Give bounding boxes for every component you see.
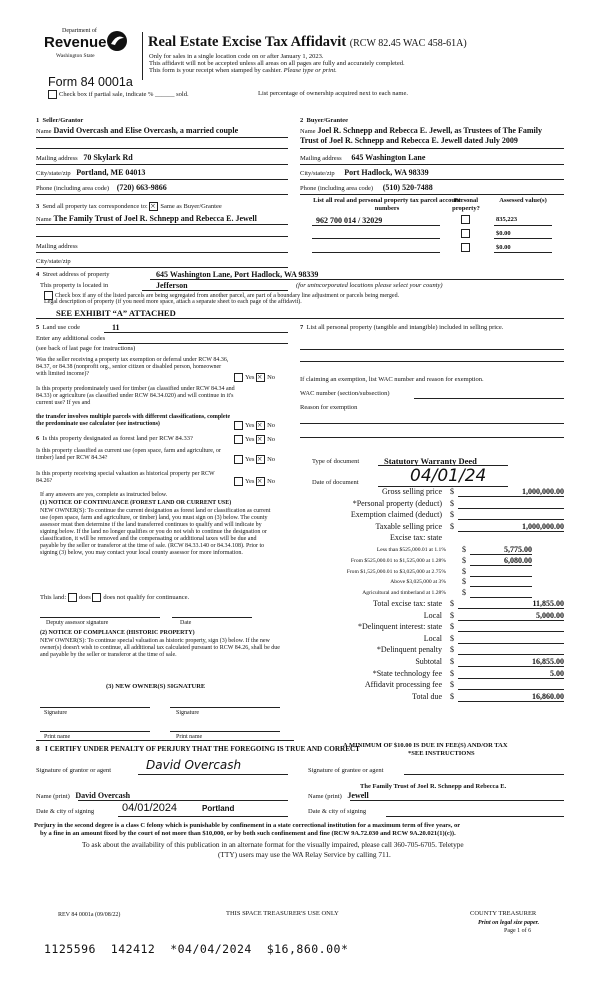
seller-phone-value[interactable]: (720) 663-9866 bbox=[116, 183, 167, 192]
this-land-row bbox=[40, 593, 189, 602]
seller-city-label: City/state/zip bbox=[36, 170, 71, 177]
calc-dollar-sign: $ bbox=[450, 680, 454, 690]
grantee-name-line2[interactable]: Jewell bbox=[347, 791, 369, 800]
grantee-date-line bbox=[386, 816, 564, 817]
calc-total-row bbox=[300, 692, 564, 702]
calc-value-line bbox=[458, 643, 564, 644]
forest-q1-no: No bbox=[267, 435, 276, 443]
buyer-mailing-line bbox=[300, 164, 564, 165]
calc-label: Excise tax: state bbox=[390, 533, 442, 543]
notice1-body: NEW OWNER(S): To continue the current designation as forest land or classification as current use (open space, farm and agriculture, or timber) land, you must sign on (3) below. The county assessor must then determine if the land transferred continues to qualify and will indicate by signing below. If the land no longer qualifies or you do not wish to continue the designation or classification, it will be removed and the compensating or additional taxes will be due and payable by the seller or transferor at the time of sale. (RCW 84.33.140 or 84.34.108). Prior to signing (3) below, you may contact your local county assessor for more information. bbox=[40, 508, 271, 556]
buyer-name-underline bbox=[300, 148, 564, 149]
header-sub1: Only for sales in a single location code on or after January 1, 2023. bbox=[149, 53, 324, 60]
calc-dollar-sign: $ bbox=[450, 691, 454, 701]
calc-dollar-sign: $ bbox=[462, 555, 466, 565]
buyer-name-label: Name bbox=[300, 128, 316, 135]
calc-value-line bbox=[458, 531, 564, 532]
calc-label: Total excise tax: state bbox=[373, 599, 442, 608]
seller-number: 1 bbox=[36, 117, 40, 124]
tax-corr-same-label: Same as Buyer/Grantee bbox=[160, 202, 222, 210]
owner-sig-line-2 bbox=[170, 707, 280, 708]
calc-tier-row bbox=[300, 577, 564, 587]
exemption-note: If claiming an exemption, list WAC number and reason for exemption. bbox=[300, 376, 484, 383]
doc-type-label: Type of document bbox=[312, 458, 360, 465]
grantor-city-value[interactable]: Portland bbox=[202, 804, 235, 813]
calc-row bbox=[300, 533, 564, 543]
calc-tier-row bbox=[300, 567, 564, 577]
page-number: Page 1 of 6 bbox=[504, 928, 532, 934]
land-use-q1-yes-checkbox[interactable] bbox=[234, 373, 243, 382]
owner-print-label-1: Print name bbox=[44, 734, 71, 740]
calc-total-row bbox=[300, 599, 564, 609]
calc-dollar-sign: $ bbox=[462, 588, 466, 598]
tax-corr-name-line2 bbox=[36, 236, 288, 237]
calc-value[interactable]: 16,860.00 bbox=[532, 691, 564, 701]
exhibit-text: SEE EXHIBIT “A” ATTACHED bbox=[56, 308, 176, 318]
calc-dollar-sign: $ bbox=[462, 566, 466, 576]
calc-value-line bbox=[458, 496, 564, 497]
buyer-heading bbox=[300, 117, 348, 125]
calc-value-line bbox=[458, 519, 564, 520]
forest-if-any: If any answers are yes, complete as instructed below. bbox=[40, 492, 168, 498]
perjury-line-2: by a fine in an amount fixed by the court of not more than $10,000, or by both such confinement and fine (RCW 9A.72.030 and RCW 9A.20.021(1)(c)). bbox=[40, 830, 456, 837]
buyer-city-row bbox=[300, 169, 429, 178]
legal-paper-note: Print on legal size paper. bbox=[478, 920, 540, 926]
forest-q1: Is this property designated as forest land per RCW 84.33? bbox=[42, 435, 193, 442]
treasurer-stamp: 1125596 142412 *04/04/2024 $16,860.00* bbox=[44, 942, 349, 956]
calc-value-line bbox=[458, 666, 564, 667]
parcel-personal-checkbox-2[interactable] bbox=[461, 229, 470, 238]
forest-q3-no-checkbox[interactable] bbox=[256, 477, 265, 486]
does-checkbox[interactable] bbox=[68, 593, 77, 602]
reason-line-2 bbox=[300, 437, 564, 438]
parcel-value-3[interactable]: $0.00 bbox=[496, 244, 511, 251]
parcel-value-1[interactable]: 835,223 bbox=[496, 216, 518, 223]
certify-text: I CERTIFY UNDER PENALTY OF PERJURY THAT THE FOREGOING IS TRUE AND CORRECT bbox=[44, 745, 360, 753]
forest-q3-yes-checkbox[interactable] bbox=[234, 477, 243, 486]
calc-total-row bbox=[300, 634, 564, 644]
calc-dollar-sign: $ bbox=[450, 498, 454, 508]
perjury-line-1: Perjury in the second degree is a class C felony which is punishable by confinement in a state correctional institution for a maximum term of five years, or bbox=[34, 822, 461, 829]
grantor-sig-label: Signature of grantor or agent bbox=[36, 767, 112, 774]
partial-sale-row: Check box if partial sale, indicate % ______ sold. bbox=[48, 90, 189, 99]
header-sub2: This affidavit will not be accepted unless all areas on all pages are fully and accurately completed. bbox=[149, 60, 405, 67]
calc-label: Less than $525,000.01 at 1.1% bbox=[376, 547, 446, 553]
buyer-number: 2 bbox=[300, 117, 304, 124]
calc-tier-row bbox=[300, 545, 564, 555]
notice2-body: NEW OWNER(S): To continue special valuation as historic property, sign (3) below. If the new owner(s) doesn't wish to continue, all additional tax calculated pursuant to RCW 84.26, shall be due and payable by the seller or transferor at the time of sale. bbox=[40, 638, 280, 658]
located-label: This property is located in bbox=[40, 282, 109, 289]
parcel-header-personal: Personal property? bbox=[452, 197, 480, 212]
additional-codes-line bbox=[118, 343, 288, 344]
tax-corr-row bbox=[36, 202, 222, 211]
calc-value[interactable]: 5.00 bbox=[550, 668, 564, 678]
buyer-mailing-row bbox=[300, 154, 425, 163]
this-land-label: This land: bbox=[40, 593, 67, 601]
minimum-note: A MINIMUM OF $10.00 IS DUE IN FEE(S) AND/OR TAX bbox=[343, 742, 508, 749]
calc-dollar-sign: $ bbox=[450, 633, 454, 643]
forest-q2-no-checkbox[interactable] bbox=[256, 455, 265, 464]
access-line-1: To ask about the availability of this publication in an alternate format for the visually impaired, please call 360-705-6705. Teletype bbox=[82, 840, 464, 849]
forest-q2-yes: Yes bbox=[245, 455, 255, 463]
forest-q2-yes-checkbox[interactable] bbox=[234, 455, 243, 464]
notice1-title: (1) NOTICE OF CONTINUANCE (FOREST LAND OR CURRENT USE) bbox=[40, 500, 232, 506]
forest-q1-no-checkbox[interactable] bbox=[256, 435, 265, 444]
tax-corr-name-value[interactable]: The Family Trust of Joel R. Schnepp and Rebecca E. Jewell bbox=[53, 214, 257, 223]
tax-corr-city-label: City/state/zip bbox=[36, 258, 71, 265]
calc-label: Local bbox=[423, 633, 442, 643]
buyer-city-line bbox=[300, 179, 564, 180]
parcel-line-2 bbox=[312, 238, 440, 239]
calc-value[interactable]: 5,775.00 bbox=[504, 545, 532, 554]
calc-label: Exemption claimed (deduct) bbox=[350, 510, 442, 520]
buyer-heading-text: Buyer/Grantee bbox=[306, 117, 349, 124]
forest-q1-yes: Yes bbox=[245, 435, 255, 443]
parcel-personal-checkbox-3[interactable] bbox=[461, 243, 470, 252]
forest-q1-answers bbox=[234, 435, 275, 444]
land-use-q2-yes: Yes bbox=[245, 421, 255, 429]
wac-line bbox=[414, 398, 564, 399]
logo-revenue-word: Revenue bbox=[44, 34, 107, 51]
tax-corr-name-line bbox=[36, 224, 288, 225]
calc-row bbox=[300, 499, 564, 509]
calc-value-line bbox=[458, 689, 564, 690]
forest-q2-answers bbox=[234, 455, 275, 464]
personal-line-2 bbox=[300, 361, 564, 362]
seller-phone-label: Phone (including area code) bbox=[36, 185, 110, 192]
calc-total-row bbox=[300, 657, 564, 667]
section8-top-rule bbox=[36, 740, 294, 741]
tax-corr-label: Send all property tax correspondence to: bbox=[42, 202, 148, 210]
calc-label: *Personal property (deduct) bbox=[352, 498, 442, 508]
calc-dollar-sign: $ bbox=[462, 545, 466, 554]
owner-print-line-1 bbox=[40, 731, 150, 732]
seller-heading-text: Seller/Grantor bbox=[42, 117, 84, 124]
street-number: 4 bbox=[36, 271, 40, 278]
form-title-text: Real Estate Excise Tax Affidavit bbox=[148, 34, 347, 50]
located-value[interactable]: Jefferson bbox=[156, 281, 188, 290]
tax-corr-number: 3 bbox=[36, 202, 40, 210]
calc-dollar-sign: $ bbox=[450, 521, 454, 531]
does-not-label: does not qualify for continuance. bbox=[103, 593, 190, 601]
parcel-value-line-2 bbox=[494, 238, 552, 239]
land-use-code[interactable]: 11 bbox=[112, 323, 120, 332]
calc-label: Total due bbox=[412, 691, 442, 701]
seller-mailing-row bbox=[36, 154, 133, 163]
calc-dollar-sign: $ bbox=[462, 577, 466, 587]
seller-mailing-label: Mailing address bbox=[36, 155, 78, 162]
doc-date-label: Date of document bbox=[312, 479, 359, 486]
calc-label: *State technology fee bbox=[372, 668, 442, 678]
street-address-line bbox=[150, 279, 564, 280]
calc-label: Local bbox=[423, 610, 442, 620]
ownership-note: List percentage of ownership acquired next to each name. bbox=[258, 90, 408, 97]
land-use-line bbox=[104, 332, 288, 333]
calc-dollar-sign: $ bbox=[450, 610, 454, 620]
forest-q2-no: No bbox=[267, 455, 276, 463]
parcel-value-2[interactable]: $0.00 bbox=[496, 230, 511, 237]
seller-city-line bbox=[36, 179, 288, 180]
legal-note: Legal description of property (if you need more space, attach a separate sheet to each page of the affidavit). bbox=[44, 299, 302, 305]
deputy-date-label: Date bbox=[180, 620, 192, 626]
grantor-date-value[interactable]: 04/01/2024 bbox=[122, 802, 178, 814]
calc-value-line bbox=[458, 631, 564, 632]
forest-q1-row bbox=[36, 435, 193, 443]
certify-number: 8 bbox=[36, 745, 40, 753]
calc-value[interactable]: 16,855.00 bbox=[532, 657, 564, 666]
calc-value-line bbox=[458, 620, 564, 621]
seller-name-label: Name bbox=[36, 128, 52, 135]
calc-label: Above $3,025,000 at 3% bbox=[390, 579, 446, 586]
deputy-sig-label: Deputy assessor signature bbox=[46, 620, 109, 626]
forest-q3: Is this property receiving special valuation as historical property per RCW 84.26? bbox=[36, 471, 215, 484]
forest-number: 6 bbox=[36, 435, 40, 442]
land-use-q2-no-checkbox[interactable] bbox=[256, 421, 265, 430]
seller-heading bbox=[36, 117, 83, 125]
calc-value-line bbox=[458, 678, 564, 679]
grantee-name-line1[interactable]: The Family Trust of Joel R. Schnepp and Rebecca E. bbox=[360, 783, 507, 790]
calc-total-row bbox=[300, 645, 564, 655]
calc-dollar-sign: $ bbox=[450, 487, 454, 496]
access-line-2: (TTY) users may use the WA Relay Service by calling 711. bbox=[218, 850, 391, 859]
notice2-title: (2) NOTICE OF COMPLIANCE (HISTORIC PROPERTY) bbox=[40, 630, 195, 636]
grantee-sig-label: Signature of grantee or agent bbox=[308, 767, 384, 774]
form-number: Form 84 0001a bbox=[48, 75, 133, 89]
doc-date-handwritten[interactable]: 04/01/24 bbox=[410, 466, 487, 486]
calc-dollar-sign: $ bbox=[450, 599, 454, 608]
see-back-note: (see back of last page for instructions) bbox=[36, 345, 136, 352]
seller-city-value[interactable]: Portland, ME 04013 bbox=[76, 168, 146, 177]
forest-q1-yes-checkbox[interactable] bbox=[234, 435, 243, 444]
calc-dollar-sign: $ bbox=[450, 668, 454, 678]
grantor-name-value[interactable]: David Overcash bbox=[75, 791, 131, 800]
tax-corr-same-checkbox[interactable] bbox=[149, 202, 158, 211]
calc-label: *Delinquent interest: state bbox=[358, 622, 442, 632]
tax-corr-name-row bbox=[36, 214, 257, 224]
buyer-phone-label: Phone (including area code) bbox=[300, 185, 374, 192]
header-sub3-text: This form is your receipt when stamped by cashier. bbox=[149, 67, 283, 74]
parcel-value-line-1 bbox=[494, 225, 552, 226]
calc-value[interactable]: 6,080.00 bbox=[504, 555, 532, 565]
calc-value-line bbox=[458, 608, 564, 609]
legal-line-1 bbox=[36, 318, 564, 319]
calc-row bbox=[300, 522, 564, 532]
grantor-name-line bbox=[78, 800, 288, 801]
grantee-name-label: Name (print) bbox=[308, 793, 342, 800]
seller-phone-line bbox=[36, 194, 288, 195]
owner-sig-label-1: Signature bbox=[44, 710, 67, 716]
calc-total-row bbox=[300, 622, 564, 632]
parcel-personal-checkbox-1[interactable] bbox=[461, 215, 470, 224]
calc-dollar-sign: $ bbox=[450, 645, 454, 655]
buyer-phone-row bbox=[300, 184, 433, 193]
calc-dollar-sign: $ bbox=[450, 510, 454, 520]
parcel-header-assessed: Assessed value(s) bbox=[499, 197, 547, 204]
calc-dollar-sign: $ bbox=[450, 622, 454, 632]
calc-value[interactable]: 1,000,000.00 bbox=[522, 487, 564, 496]
calc-value-line bbox=[458, 508, 564, 509]
header-sub3-italic: Please type or print. bbox=[283, 67, 337, 74]
tax-corr-city-line bbox=[36, 267, 288, 268]
calc-label: *Delinquent penalty bbox=[376, 645, 442, 655]
forest-q3-answers bbox=[234, 477, 275, 486]
parcel-line-1 bbox=[312, 225, 440, 226]
tax-corr-mailing-label: Mailing address bbox=[36, 243, 78, 250]
logo-dept-line: Department of bbox=[62, 28, 97, 34]
segregation-note: Check box if any of the listed parcels are being segregated from another parcel, are part of a boundary line adjustment or parcels being merged. bbox=[55, 292, 400, 299]
unincorporated-note: (for unincorporated locations please select your county) bbox=[296, 282, 443, 289]
header-divider bbox=[142, 32, 143, 80]
tax-corr-name-label: Name bbox=[36, 216, 52, 223]
calc-label: Gross selling price bbox=[382, 487, 442, 496]
tax-corr-mailing-line bbox=[36, 252, 288, 253]
buyer-name-line1[interactable]: Joel R. Schnepp and Rebecca E. Jewell, as Trustees of The Family bbox=[317, 126, 542, 135]
buyer-name-row bbox=[300, 126, 542, 136]
buyer-city-label: City/state/zip bbox=[300, 170, 335, 177]
calc-dollar-sign: $ bbox=[450, 657, 454, 666]
buyer-mailing-label: Mailing address bbox=[300, 155, 342, 162]
buyer-phone-value[interactable]: (510) 520-7488 bbox=[382, 183, 433, 192]
calc-value-line bbox=[458, 654, 564, 655]
calc-label: From $525,000.01 to $1,525,000 at 1.28% bbox=[350, 557, 446, 564]
grantor-sig-line bbox=[138, 774, 288, 775]
additional-codes-label: Enter any additional codes bbox=[36, 335, 106, 342]
grantor-signature[interactable]: David Overcash bbox=[146, 758, 242, 772]
seller-name-line2 bbox=[36, 148, 288, 149]
calc-label: Subtotal bbox=[415, 657, 442, 666]
land-use-q2-no: No bbox=[267, 421, 276, 429]
logo-emblem-icon bbox=[106, 30, 128, 52]
buyer-phone-line bbox=[300, 194, 564, 195]
seller-name-row bbox=[36, 126, 238, 136]
land-use-q2: Is this property predominately used for timber (as classified under RCW 84.34 and 84.33) or agriculture (as classified under RCW 84.34.020) and will continue in it's current use? If yes and bbox=[36, 386, 235, 406]
land-use-q2-answers bbox=[234, 421, 275, 430]
street-row bbox=[36, 271, 109, 279]
personal-line-1 bbox=[300, 349, 564, 350]
calc-label: From $1,525,000.01 to $3,025,000 at 2.75% bbox=[346, 568, 446, 575]
see-instructions: *SEE INSTRUCTIONS bbox=[408, 750, 475, 757]
owner-print-label-2: Print name bbox=[176, 734, 203, 740]
land-use-label: Land use code bbox=[42, 324, 81, 331]
calc-row bbox=[300, 510, 564, 520]
calc-row bbox=[300, 487, 564, 497]
calc-tier-row bbox=[300, 556, 564, 566]
treasurer-space: THIS SPACE TREASURER'S USE ONLY bbox=[226, 910, 339, 917]
calc-label: Agricultural and timberland at 1.28% bbox=[362, 590, 446, 597]
owner-sig-line-1 bbox=[40, 707, 150, 708]
personal-label: List all personal property (tangible and intangible) included in selling price. bbox=[306, 324, 504, 331]
owner-sig-label-2: Signature bbox=[176, 710, 199, 716]
does-not-checkbox[interactable] bbox=[92, 593, 101, 602]
dor-logo bbox=[44, 28, 134, 66]
personal-number: 7 bbox=[300, 324, 304, 331]
wac-label: WAC number (section/subsection) bbox=[300, 390, 390, 397]
street-label: Street address of property bbox=[42, 271, 110, 278]
land-use-q1-yes: Yes bbox=[245, 373, 255, 381]
rev-code: REV 84 0001a (09/08/22) bbox=[58, 912, 121, 918]
land-use-q1-no: No bbox=[267, 373, 276, 381]
seller-phone-row bbox=[36, 184, 167, 193]
land-use-row bbox=[36, 324, 80, 332]
partial-sale-sold: sold. bbox=[176, 90, 189, 98]
street-address-value[interactable]: 645 Washington Lane, Port Hadlock, WA 98339 bbox=[156, 270, 319, 279]
seller-mailing-line bbox=[36, 164, 288, 165]
land-use-q1-no-checkbox[interactable] bbox=[256, 373, 265, 382]
calc-value[interactable]: 5,000.00 bbox=[536, 610, 564, 620]
form-citation: (RCW 82.45 WAC 458-61A) bbox=[349, 38, 467, 49]
grantor-date-line bbox=[118, 816, 288, 817]
forest-q3-yes: Yes bbox=[245, 477, 255, 485]
calc-value[interactable]: 11,855.00 bbox=[532, 599, 564, 608]
seller-city-row bbox=[36, 169, 145, 178]
reason-line-1 bbox=[300, 423, 564, 424]
calc-total-row bbox=[300, 611, 564, 621]
grantor-name-label: Name (print) bbox=[36, 793, 70, 800]
land-use-number: 5 bbox=[36, 324, 40, 331]
seller-mailing-value[interactable]: 70 Skylark Rd bbox=[83, 153, 133, 162]
calc-total-row bbox=[300, 680, 564, 690]
does-label: does bbox=[78, 593, 91, 601]
forest-q3-no: No bbox=[267, 477, 276, 485]
form-title bbox=[148, 34, 467, 51]
header-sub3 bbox=[149, 67, 337, 75]
calc-value[interactable]: 1,000,000.00 bbox=[522, 521, 564, 531]
calc-label: Affidavit processing fee bbox=[364, 680, 442, 690]
grantee-date-label: Date & city of signing bbox=[308, 808, 367, 815]
new-owner-sig-title: (3) NEW OWNER(S) SIGNATURE bbox=[106, 683, 206, 690]
logo-state-line: Washington State bbox=[56, 53, 95, 59]
land-use-q1-answers bbox=[234, 373, 275, 382]
grantee-name-line bbox=[350, 800, 564, 801]
partial-sale-label: Check box if partial sale, indicate % bbox=[59, 90, 154, 98]
land-use-q2b: the transfer involves multiple parcels with different classifications, complete the predominate use calculator (see instructions) bbox=[36, 414, 231, 427]
forest-q2: Is this property classified as current use (open space, farm and agriculture, or timber) land per RCW 84.34? bbox=[36, 448, 221, 461]
parcel-line-3 bbox=[312, 252, 440, 253]
buyer-city-value[interactable]: Port Hadlock, WA 98339 bbox=[344, 168, 429, 177]
buyer-mailing-value[interactable]: 645 Washington Lane bbox=[351, 153, 426, 162]
grantor-date-label: Date & city of signing bbox=[36, 808, 95, 815]
calc-total-row bbox=[300, 669, 564, 679]
calc-value-line bbox=[458, 701, 564, 702]
land-use-q2-yes-checkbox[interactable] bbox=[234, 421, 243, 430]
parcel-number-1[interactable]: 962 700 014 / 32029 bbox=[316, 216, 383, 225]
grantee-sig-line bbox=[404, 774, 564, 775]
calc-tier-row bbox=[300, 588, 564, 598]
doc-type-value[interactable]: Statutory Warranty Deed bbox=[384, 456, 477, 466]
deputy-date-line bbox=[172, 617, 252, 618]
seller-name-value[interactable]: David Overcash and Elise Overcash, a married couple bbox=[53, 126, 239, 135]
reason-label: Reason for exemption bbox=[300, 404, 358, 411]
seller-name-line bbox=[36, 137, 288, 138]
personal-row bbox=[300, 324, 564, 332]
owner-print-line-2 bbox=[170, 731, 280, 732]
land-use-q1: Was the seller receiving a property tax exemption or deferral under RCW 84.36, 84.37, or 84.38 (nonprofit org., senior citizen or disabled person, homeowner with limited income)? bbox=[36, 357, 229, 377]
certify-row bbox=[36, 746, 360, 754]
parcel-value-line-3 bbox=[494, 252, 552, 253]
parcel-header-list: List all real and personal property tax parcel account numbers bbox=[313, 197, 461, 212]
deputy-sig-line bbox=[40, 617, 160, 618]
buyer-name-line2[interactable]: Trust of Joel R. Schnepp and Rebecca E. Jewell dated July 2009 bbox=[300, 136, 518, 145]
county-treasurer: COUNTY TREASURER bbox=[470, 910, 537, 917]
partial-sale-checkbox[interactable] bbox=[48, 90, 57, 99]
calc-label: Taxable selling price bbox=[375, 521, 442, 531]
